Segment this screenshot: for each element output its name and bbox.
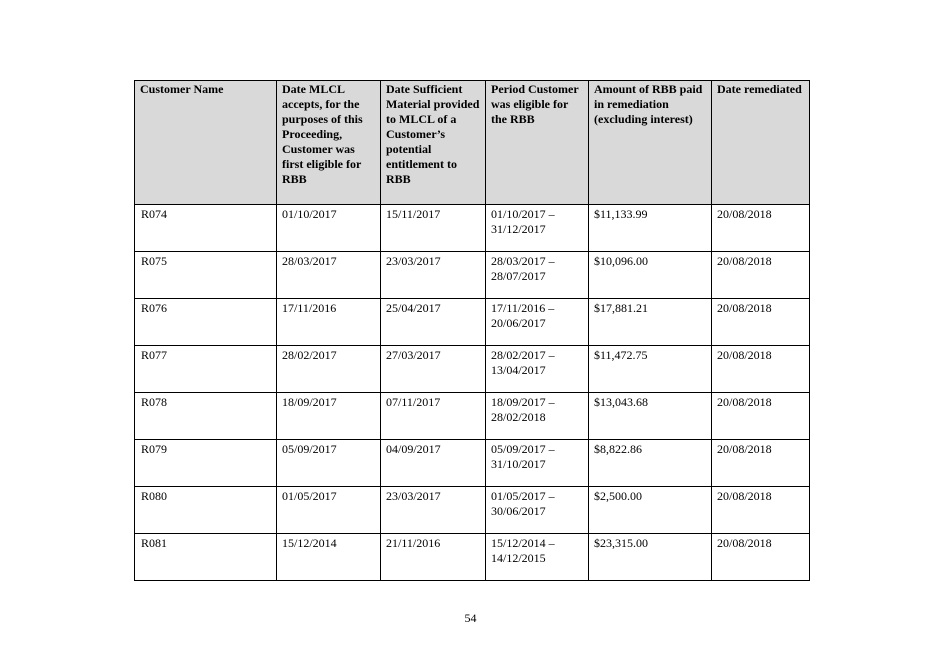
cell-eligibility-period: 01/05/2017 – 30/06/2017	[486, 487, 589, 534]
cell-first-eligible-date: 01/10/2017	[277, 205, 381, 252]
cell-date-remediated: 20/08/2018	[712, 487, 810, 534]
cell-first-eligible-date: 15/12/2014	[277, 534, 381, 581]
cell-amount-paid: $11,472.75	[589, 346, 712, 393]
cell-sufficient-material-date: 15/11/2017	[381, 205, 486, 252]
cell-customer-name: R077	[135, 346, 277, 393]
cell-customer-name: R081	[135, 534, 277, 581]
cell-eligibility-period: 15/12/2014 – 14/12/2015	[486, 534, 589, 581]
header-customer-name: Customer Name	[135, 81, 277, 205]
cell-date-remediated: 20/08/2018	[712, 205, 810, 252]
cell-customer-name: R078	[135, 393, 277, 440]
remediation-table	[134, 80, 810, 581]
page-number: 54	[464, 611, 477, 625]
cell-date-remediated: 20/08/2018	[712, 299, 810, 346]
cell-customer-name: R075	[135, 252, 277, 299]
table-row	[135, 346, 810, 393]
cell-sufficient-material-date: 07/11/2017	[381, 393, 486, 440]
cell-sufficient-material-date: 21/11/2016	[381, 534, 486, 581]
header-first-eligible-date: Date MLCL accepts, for the purposes of this Proceeding, Customer was first eligible for RBB	[277, 81, 381, 205]
cell-first-eligible-date: 01/05/2017	[277, 487, 381, 534]
cell-first-eligible-date: 05/09/2017	[277, 440, 381, 487]
cell-customer-name: R076	[135, 299, 277, 346]
cell-date-remediated: 20/08/2018	[712, 393, 810, 440]
table-row	[135, 393, 810, 440]
cell-amount-paid: $17,881.21	[589, 299, 712, 346]
cell-first-eligible-date: 28/03/2017	[277, 252, 381, 299]
cell-amount-paid: $13,043.68	[589, 393, 712, 440]
cell-amount-paid: $23,315.00	[589, 534, 712, 581]
header-date-remediated: Date remediated	[712, 81, 810, 205]
cell-sufficient-material-date: 23/03/2017	[381, 487, 486, 534]
cell-customer-name: R074	[135, 205, 277, 252]
cell-eligibility-period: 18/09/2017 – 28/02/2018	[486, 393, 589, 440]
table-row	[135, 205, 810, 252]
header-sufficient-material-date: Date Sufficient Material provided to MLCL of a Customer’s potential entitlement to RBB	[381, 81, 486, 205]
cell-customer-name: R079	[135, 440, 277, 487]
cell-amount-paid: $10,096.00	[589, 252, 712, 299]
table-row	[135, 487, 810, 534]
table-header-row	[135, 81, 810, 205]
cell-sufficient-material-date: 25/04/2017	[381, 299, 486, 346]
cell-date-remediated: 20/08/2018	[712, 534, 810, 581]
cell-eligibility-period: 17/11/2016 – 20/06/2017	[486, 299, 589, 346]
cell-eligibility-period: 01/10/2017 – 31/12/2017	[486, 205, 589, 252]
cell-sufficient-material-date: 04/09/2017	[381, 440, 486, 487]
cell-customer-name: R080	[135, 487, 277, 534]
header-amount-paid: Amount of RBB paid in remediation (excluding interest)	[589, 81, 712, 205]
table-row	[135, 534, 810, 581]
cell-first-eligible-date: 17/11/2016	[277, 299, 381, 346]
cell-first-eligible-date: 18/09/2017	[277, 393, 381, 440]
cell-amount-paid: $8,822.86	[589, 440, 712, 487]
cell-sufficient-material-date: 27/03/2017	[381, 346, 486, 393]
header-eligibility-period: Period Customer was eligible for the RBB	[486, 81, 589, 205]
cell-first-eligible-date: 28/02/2017	[277, 346, 381, 393]
table-row	[135, 252, 810, 299]
cell-amount-paid: $2,500.00	[589, 487, 712, 534]
cell-sufficient-material-date: 23/03/2017	[381, 252, 486, 299]
table-row	[135, 299, 810, 346]
cell-date-remediated: 20/08/2018	[712, 252, 810, 299]
cell-date-remediated: 20/08/2018	[712, 346, 810, 393]
cell-eligibility-period: 05/09/2017 – 31/10/2017	[486, 440, 589, 487]
cell-date-remediated: 20/08/2018	[712, 440, 810, 487]
cell-eligibility-period: 28/02/2017 – 13/04/2017	[486, 346, 589, 393]
cell-eligibility-period: 28/03/2017 – 28/07/2017	[486, 252, 589, 299]
table-row	[135, 440, 810, 487]
cell-amount-paid: $11,133.99	[589, 205, 712, 252]
